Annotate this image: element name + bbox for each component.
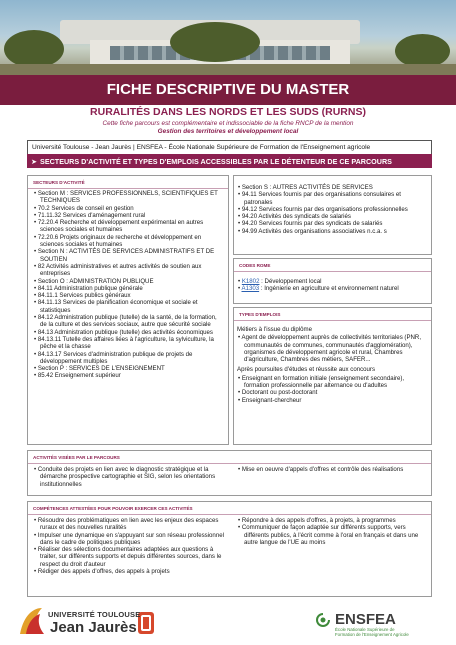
- ensfea-emblem-icon: [315, 612, 331, 628]
- list-item: [33, 365, 223, 372]
- list-item-text: 72.20.6 Projets originaux de recherche et développement en sciences sociales et humaines: [37, 233, 202, 249]
- bullet: •: [34, 248, 38, 256]
- list-item: [33, 278, 223, 285]
- bullet: •: [238, 205, 242, 213]
- list-item: [33, 299, 223, 314]
- bullet: •: [34, 284, 38, 292]
- list-item: [33, 532, 225, 547]
- list-item-text: Section P : SERVICES DE L'ENSEIGNEMENT: [37, 365, 165, 373]
- list-item-text: Répondre à des appels d'offres, à projets, à programmes: [241, 517, 396, 524]
- arrow-right-icon: ➤: [31, 157, 38, 166]
- ensfea-subtitle-1: École Nationale Supérieure de: [335, 627, 395, 632]
- list-item: [33, 234, 223, 249]
- list-item-text: Agent de développement auprès de collectivités territoriales (PNR, communautés de communes, communautés d'agglomération), organismes de développement agricole et rural, Chambres d'agriculture, Chambres des métiers, SAFER...: [241, 334, 422, 364]
- mention-name: Gestion des territoires et développement local: [157, 128, 299, 135]
- bullet: •: [238, 278, 241, 285]
- secteurs-list-right: [237, 184, 429, 235]
- bullet: •: [34, 365, 38, 373]
- bullet: •: [238, 466, 242, 473]
- bullet: •: [34, 546, 38, 554]
- list-item-text: Résoudre des problématiques en lien avec les enjeux des espaces ruraux et des nouvelles ruralités: [37, 517, 219, 532]
- bullet: •: [34, 204, 38, 212]
- list-item-text: 70.2 Services de conseil en gestion: [37, 204, 134, 212]
- list-item-text: 84.13.11 Tutelle des affaires liées à l'agriculture, la sylviculture, la pêche et la chasse: [37, 335, 214, 351]
- rome-label: : Développement local: [259, 278, 322, 285]
- bullet: •: [34, 233, 38, 241]
- list-item: [33, 517, 225, 532]
- bullet: •: [34, 292, 38, 300]
- secteurs-list-left: [33, 190, 223, 380]
- list-item-text: 85.42 Enseignement supérieur: [37, 372, 121, 380]
- list-item-text: Communiquer de façon adaptée sur différents supports, vers différents publics, à l'écrit comme à l'oral en français et dans une autre langue de l'UE au moins: [241, 524, 419, 546]
- list-item: [33, 205, 223, 212]
- list-item: [33, 329, 223, 336]
- list-item-text: Impulser une dynamique en s'appuyant sur son réseau professionnel dans le cadre de politiques publiques: [37, 531, 224, 546]
- activites-heading: ACTIVITÉS VISÉES PAR LE PARCOURS: [28, 451, 431, 464]
- list-item-text: Rédiger des appels d'offres, des appels à projets: [37, 568, 170, 576]
- bullet: •: [34, 350, 38, 358]
- tree: [170, 22, 260, 62]
- list-item-text: Section N : ACTIVITÉS DE SERVICES ADMINISTRATIFS ET DE SOUTIEN: [37, 248, 215, 263]
- list-item: [33, 372, 223, 379]
- competences-list-right: [237, 517, 429, 546]
- list-item-text: 84.13.17 Services d'administration publique de projets de développement multiples: [37, 350, 193, 365]
- list-item-text: Doctorant ou post-doctorant: [241, 389, 318, 397]
- emplois-intro: Après poursuites d'études et réussite aux concours: [237, 366, 376, 374]
- list-item-text: 84.11.1 Services publics généraux: [37, 292, 131, 300]
- list-item-text: 94.20 Services fournis par des syndicats de salariés: [241, 220, 383, 228]
- ut2j-name-line1: UNIVERSITÉ TOULOUSE: [48, 610, 141, 619]
- bullet: •: [238, 389, 242, 397]
- bullet: •: [34, 335, 38, 343]
- list-item: [237, 184, 429, 191]
- list-item: [237, 524, 429, 546]
- bullet: •: [34, 211, 38, 219]
- competences-list-left: [33, 517, 225, 575]
- activites-list-right: [237, 466, 427, 473]
- list-item-text: 94.99 Activités des organisations associatives n.c.a. s: [241, 227, 387, 235]
- list-item: [33, 292, 223, 299]
- bullet: •: [34, 314, 38, 322]
- emplois-list: [237, 334, 429, 363]
- list-item-text: Conduite des projets en lien avec le diagnostic stratégique et la démarche prospective cartographie et SIG, selon les orientations institutionnelles: [37, 466, 216, 488]
- ensfea-name: ENSFEA: [335, 611, 396, 628]
- bullet: •: [238, 220, 242, 228]
- tree: [395, 34, 450, 68]
- list-item: [237, 334, 429, 363]
- bullet: •: [34, 299, 38, 307]
- list-item-text: 84.11.13 Services de planification économique et sociale et statistiques: [37, 299, 198, 314]
- list-item-text: 94.12 Services fournis par des organisations professionnelles: [241, 205, 408, 213]
- bullet: •: [34, 277, 38, 285]
- emplois-content: [237, 326, 429, 404]
- bullet: •: [34, 328, 38, 336]
- bullet: •: [238, 334, 242, 342]
- list-item: [33, 248, 223, 263]
- list-item-text: 84.11 Administration publique générale: [37, 284, 143, 292]
- list-item: [237, 220, 429, 227]
- list-item: [33, 212, 223, 219]
- list-item-text: 71.11.32 Services d'aménagement rural: [37, 211, 146, 219]
- bullet: •: [238, 285, 241, 293]
- rome-heading: CODES ROME: [234, 259, 431, 272]
- bullet: •: [238, 517, 242, 524]
- ut2j-logo: [18, 604, 168, 645]
- ut2j-name-line2: Jean Jaurès: [50, 619, 137, 636]
- rome-code-link[interactable]: K1802: [241, 278, 260, 285]
- bullet: •: [34, 517, 38, 524]
- list-item-text: 84.13 Administration publique (tutelle) des activités économiques: [37, 328, 213, 336]
- bullet: •: [238, 524, 242, 532]
- list-item-text: 94.11 Services fournis par des organisations consulaires et patronales: [241, 191, 401, 206]
- list-item: [237, 389, 429, 396]
- list-item: [237, 213, 429, 220]
- competences-heading: COMPÉTENCES ATTESTÉES POUR POUVOIR EXERCER CES ACTIVITÉS: [28, 502, 431, 515]
- bullet: •: [238, 184, 242, 191]
- ensfea-logo: [335, 612, 409, 637]
- list-item: [237, 375, 429, 390]
- list-item: [33, 351, 223, 366]
- bullet: •: [34, 568, 38, 576]
- list-item: [33, 466, 223, 488]
- list-item-text: Section M : SERVICES PROFESSIONNELS, SCIENTIFIQUES ET TECHNIQUES: [37, 190, 218, 205]
- emplois-intro: Métiers à l'issue du diplôme: [237, 326, 312, 333]
- master-name: RURALITÉS DANS LES NORDS ET LES SUDS (RURNS): [90, 106, 366, 118]
- bullet: •: [238, 191, 242, 199]
- institutions-line: Université Toulouse - Jean Jaurès | ENSFEA - École Nationale Supérieure de Formation de l'Enseignement agricole: [27, 140, 432, 155]
- list-item: [237, 517, 429, 524]
- tree: [4, 30, 64, 68]
- list-item: [237, 397, 429, 404]
- activites-list-left: [33, 466, 223, 488]
- list-item-text: 84.12 Administration publique (tutelle) de la santé, de la formation, de la culture et des services sociaux, autre que sécurité sociale: [37, 314, 217, 329]
- bullet: •: [238, 213, 242, 221]
- list-item-text: Section S : AUTRES ACTIVITÉS DE SERVICES: [241, 184, 373, 191]
- bullet: •: [238, 396, 242, 404]
- list-item: [33, 568, 225, 575]
- list-item-text: Réaliser des sélections documentaires adaptées aux questions à traiter, sur différents supports et depuis différentes sources, dans le respect du droit d'auteur: [37, 546, 222, 568]
- secteurs-heading: SECTEURS D'ACTIVITÉ: [28, 176, 228, 189]
- list-item: [237, 191, 429, 206]
- list-item: [33, 546, 225, 568]
- bullet: •: [34, 466, 38, 473]
- list-item-text: Enseignant en formation initiale (enseignement secondaire), formation professionnelle par alternance ou d'adultes: [241, 374, 405, 390]
- bullet: •: [34, 262, 38, 270]
- list-item: [33, 285, 223, 292]
- list-item: [237, 466, 427, 473]
- list-item-text: Enseignant-chercheur: [241, 396, 302, 404]
- list-item-text: Mise en oeuvre d'appels d'offres et contrôle des réalisations: [241, 466, 404, 473]
- rome-label: : Ingénierie en agriculture et environnement naturel: [259, 285, 399, 293]
- section-title-bar: [27, 154, 432, 168]
- list-item-text: 94.20 Activités des syndicats de salariés: [241, 213, 351, 221]
- header-campus-photo: [0, 0, 456, 80]
- list-item: [33, 219, 223, 234]
- bullet: •: [34, 372, 38, 380]
- section-title: SECTEURS D'ACTIVITÉ ET TYPES D'EMPLOIS ACCESSIBLES PAR LE DÉTENTEUR DE CE PARCOURS: [40, 157, 392, 166]
- list-item-text: Section O : ADMINISTRATION PUBLIQUE: [37, 277, 154, 285]
- bullet: •: [34, 531, 38, 539]
- bullet: •: [34, 190, 38, 197]
- bullet: •: [238, 227, 242, 235]
- list-item: [33, 336, 223, 351]
- list-item-text: 72.20.4 Recherche et développement expérimental en autres sciences sociales et humaines: [37, 219, 204, 234]
- rome-code-link[interactable]: A1303: [241, 285, 260, 293]
- bullet: •: [238, 374, 242, 382]
- list-item: [33, 263, 223, 278]
- list-item: [33, 314, 223, 329]
- ensfea-subtitle-2: Formation de l'Enseignement Agricole: [335, 632, 409, 637]
- bullet: •: [34, 219, 38, 227]
- emplois-list: [237, 375, 429, 404]
- page-title: FICHE DESCRIPTIVE DU MASTER: [106, 81, 350, 98]
- emplois-heading: TYPES D'EMPLOIS: [234, 308, 431, 321]
- list-item: [237, 206, 429, 213]
- rome-list: [237, 278, 429, 293]
- list-item: [237, 228, 429, 235]
- list-item: [33, 190, 223, 205]
- rncp-note: Cette fiche parcours est complémentaire et indissociable de la fiche RNCP de la mention: [102, 120, 354, 127]
- list-item-text: 82 Activités administratives et autres activités de soutien aux entreprises: [37, 262, 202, 278]
